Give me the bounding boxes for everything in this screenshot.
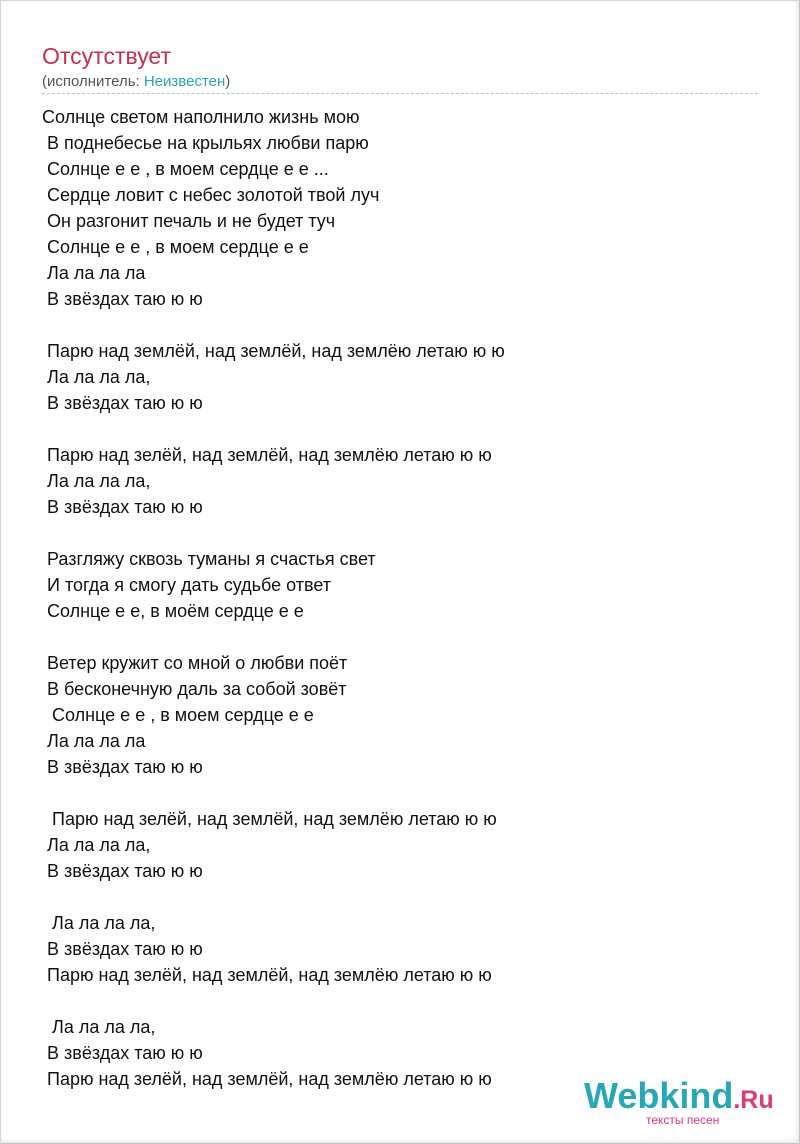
lyric-line: В звёздах таю ю ю <box>42 757 203 777</box>
logo-brand: Webkind <box>584 1075 734 1116</box>
webkind-logo <box>584 1076 784 1126</box>
lyric-line: Разгляжу сквозь туманы я счастья свет <box>42 549 376 569</box>
lyric-line: В звёздах таю ю ю <box>42 497 203 517</box>
lyric-line: Он разгонит печаль и не будет туч <box>42 211 336 231</box>
lyric-line: Парю над зелёй, над землёй, над землёю летаю ю ю <box>42 445 492 465</box>
lyric-line: Ла ла ла ла <box>42 731 146 751</box>
lyric-line: В звёздах таю ю ю <box>42 861 203 881</box>
lyric-line <box>42 312 762 338</box>
lyric-line: Солнце е е , в моем сердце е е ... <box>42 159 329 179</box>
lyric-line <box>42 884 762 910</box>
lyric-line: Солнце светом наполнило жизнь мою <box>42 107 360 127</box>
lyric-line: В звёздах таю ю ю <box>42 939 203 959</box>
lyric-line <box>42 988 762 1014</box>
lyric-line: Ла ла ла ла, <box>42 835 151 855</box>
lyric-line: Ла ла ла ла, <box>42 913 156 933</box>
lyric-line <box>42 624 762 650</box>
lyric-line: Парю над землёй, над землёй, над землёю летаю ю ю <box>42 341 505 361</box>
song-title: Отсутствует <box>42 43 171 69</box>
artist-link[interactable]: Неизвестен <box>143 73 226 90</box>
lyric-line: В звёздах таю ю ю <box>42 289 203 309</box>
lyrics-body <box>42 104 762 1092</box>
logo-tld: .Ru <box>733 1086 774 1114</box>
artist-line <box>42 72 230 92</box>
lyric-line: В поднебесье на крыльях любви парю <box>42 133 369 153</box>
lyric-line: Ла ла ла ла, <box>42 471 151 491</box>
lyric-line: В бесконечную даль за собой зовёт <box>42 679 347 699</box>
lyric-line <box>42 780 762 806</box>
lyric-line: Ла ла ла ла, <box>42 367 151 387</box>
lyric-line: Парю над зелёй, над землёй, над землёю летаю ю ю <box>42 809 497 829</box>
lyric-line: Сердце ловит с небес золотой твой луч <box>42 185 380 205</box>
lyric-line <box>42 520 762 546</box>
lyric-line: Солнце е е , в моем сердце е е <box>42 237 309 257</box>
lyric-line: В звёздах таю ю ю <box>42 393 203 413</box>
lyric-line: И тогда я смогу дать судьбе ответ <box>42 575 331 595</box>
lyric-line: Солнце е е , в моем сердце е е <box>42 705 314 725</box>
lyric-line: Солнце е е, в моём сердце е е <box>42 601 304 621</box>
lyric-line: Ла ла ла ла, <box>42 1017 156 1037</box>
logo-tagline: тексты песен <box>646 1113 720 1127</box>
lyric-line: Парю над зелёй, над землёй, над землёю летаю ю ю <box>42 965 492 985</box>
lyric-line <box>42 416 762 442</box>
lyric-line: Ветер кружит со мной о любви поёт <box>42 653 348 673</box>
header-divider <box>42 93 758 94</box>
artist-suffix: ) <box>225 73 231 90</box>
artist-prefix: (исполнитель: <box>42 73 144 90</box>
lyric-line: Парю над зелёй, над землёй, над землёю летаю ю ю <box>42 1069 492 1089</box>
lyric-line: В звёздах таю ю ю <box>42 1043 203 1063</box>
lyric-line: Ла ла ла ла <box>42 263 146 283</box>
